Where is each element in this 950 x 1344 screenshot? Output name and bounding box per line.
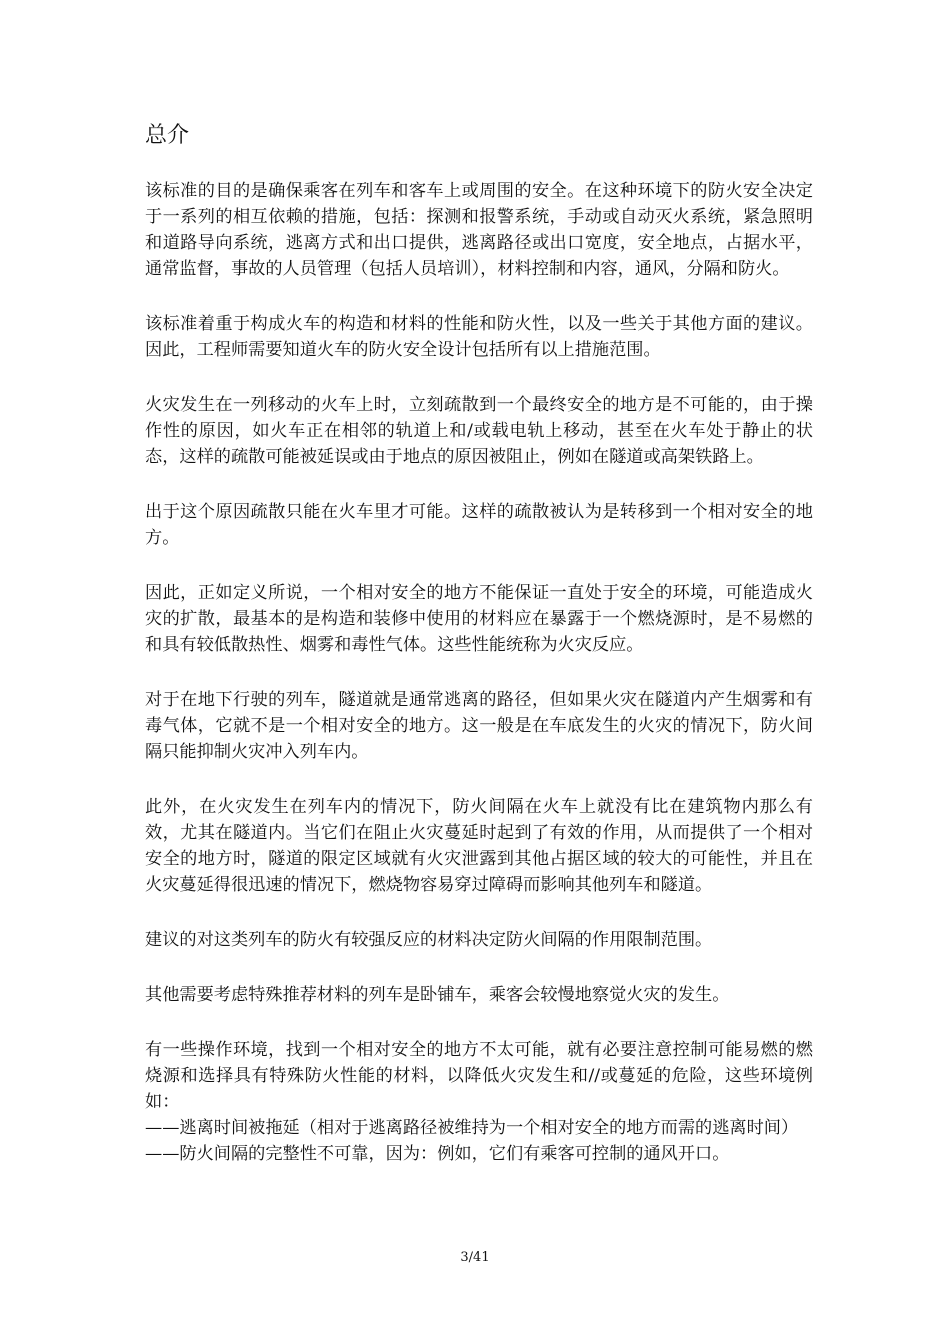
- paragraph-6: 对于在地下行驶的列车，隧道就是通常逃离的路径，但如果火灾在隧道内产生烟雾和有毒气体，它就不是一个相对安全的地方。这一般是在车底发生的火灾的情况下，防火间隔只能抑制火灾冲入列车内。: [145, 690, 813, 762]
- paragraph-7: 此外，在火灾发生在列车内的情况下，防火间隔在火车上就没有比在建筑物内那么有效，尤其在隧道内。当它们在阻止火灾蔓延时起到了有效的作用，从而提供了一个相对安全的地方时，隧道的限定区域就有火灾泄露到其他占据区域的较大的可能性，并且在火灾蔓延得很迅速的情况下，燃烧物容易穿过障碍而影响其他列车和隧道。: [145, 797, 813, 895]
- body-text: [145, 178, 813, 1167]
- list-item: ——防火间隔的完整性不可靠，因为：例如，它们有乘客可控制的通风开口。: [145, 1144, 730, 1164]
- paragraph-8: 建议的对这类列车的防火有较强反应的材料决定防火间隔的作用限制范围。: [145, 930, 713, 950]
- paragraph-9: 其他需要考虑特殊推荐材料的列车是卧铺车，乘客会较慢地察觉火灾的发生。: [145, 985, 730, 1005]
- paragraph-5: 因此，正如定义所说，一个相对安全的地方不能保证一直处于安全的环境，可能造成火灾的扩散，最基本的是构造和装修中使用的材料应在暴露于一个燃烧源时，是不易燃的和具有较低散热性、烟雾和毒性气体。这些性能统称为火灾反应。: [145, 583, 813, 655]
- paragraph-2: 该标准着重于构成火车的构造和材料的性能和防火性，以及一些关于其他方面的建议。因此，工程师需要知道火车的防火安全设计包括所有以上措施范围。: [145, 314, 813, 360]
- paragraph-1: 该标准的目的是确保乘客在列车和客车上或周围的安全。在这种环境下的防火安全决定于一系列的相互依赖的措施，包括：探测和报警系统，手动或自动灭火系统，紧急照明和道路导向系统，逃离方式和出口提供，逃离路径或出口宽度，安全地点，占据水平，通常监督，事故的人员管理（包括人员培训），材料控制和内容，通风，分隔和防火。: [145, 181, 813, 279]
- section-title: 总介: [145, 123, 190, 148]
- list-intro-paragraph: 有一些操作环境，找到一个相对安全的地方不太可能，就有必要注意控制可能易燃的燃烧源和选择具有特殊防火性能的材料，以降低火灾发生和//或蔓延的危险，这些环境例如：: [145, 1040, 813, 1112]
- paragraph-4: 出于这个原因疏散只能在火车里才可能。这样的疏散被认为是转移到一个相对安全的地方。: [145, 502, 813, 548]
- paragraph-3: 火灾发生在一列移动的火车上时，立刻疏散到一个最终安全的地方是不可能的，由于操作性的原因，如火车正在相邻的轨道上和/或载电轨上移动，甚至在火车处于静止的状态，这样的疏散可能被延误或由于地点的原因被阻止，例如在隧道或高架铁路上。: [145, 395, 813, 467]
- page-number: 3/41: [460, 1250, 490, 1265]
- list-item: ——逃离时间被拖延（相对于逃离路径被维持为一个相对安全的地方而需的逃离时间）: [145, 1118, 799, 1138]
